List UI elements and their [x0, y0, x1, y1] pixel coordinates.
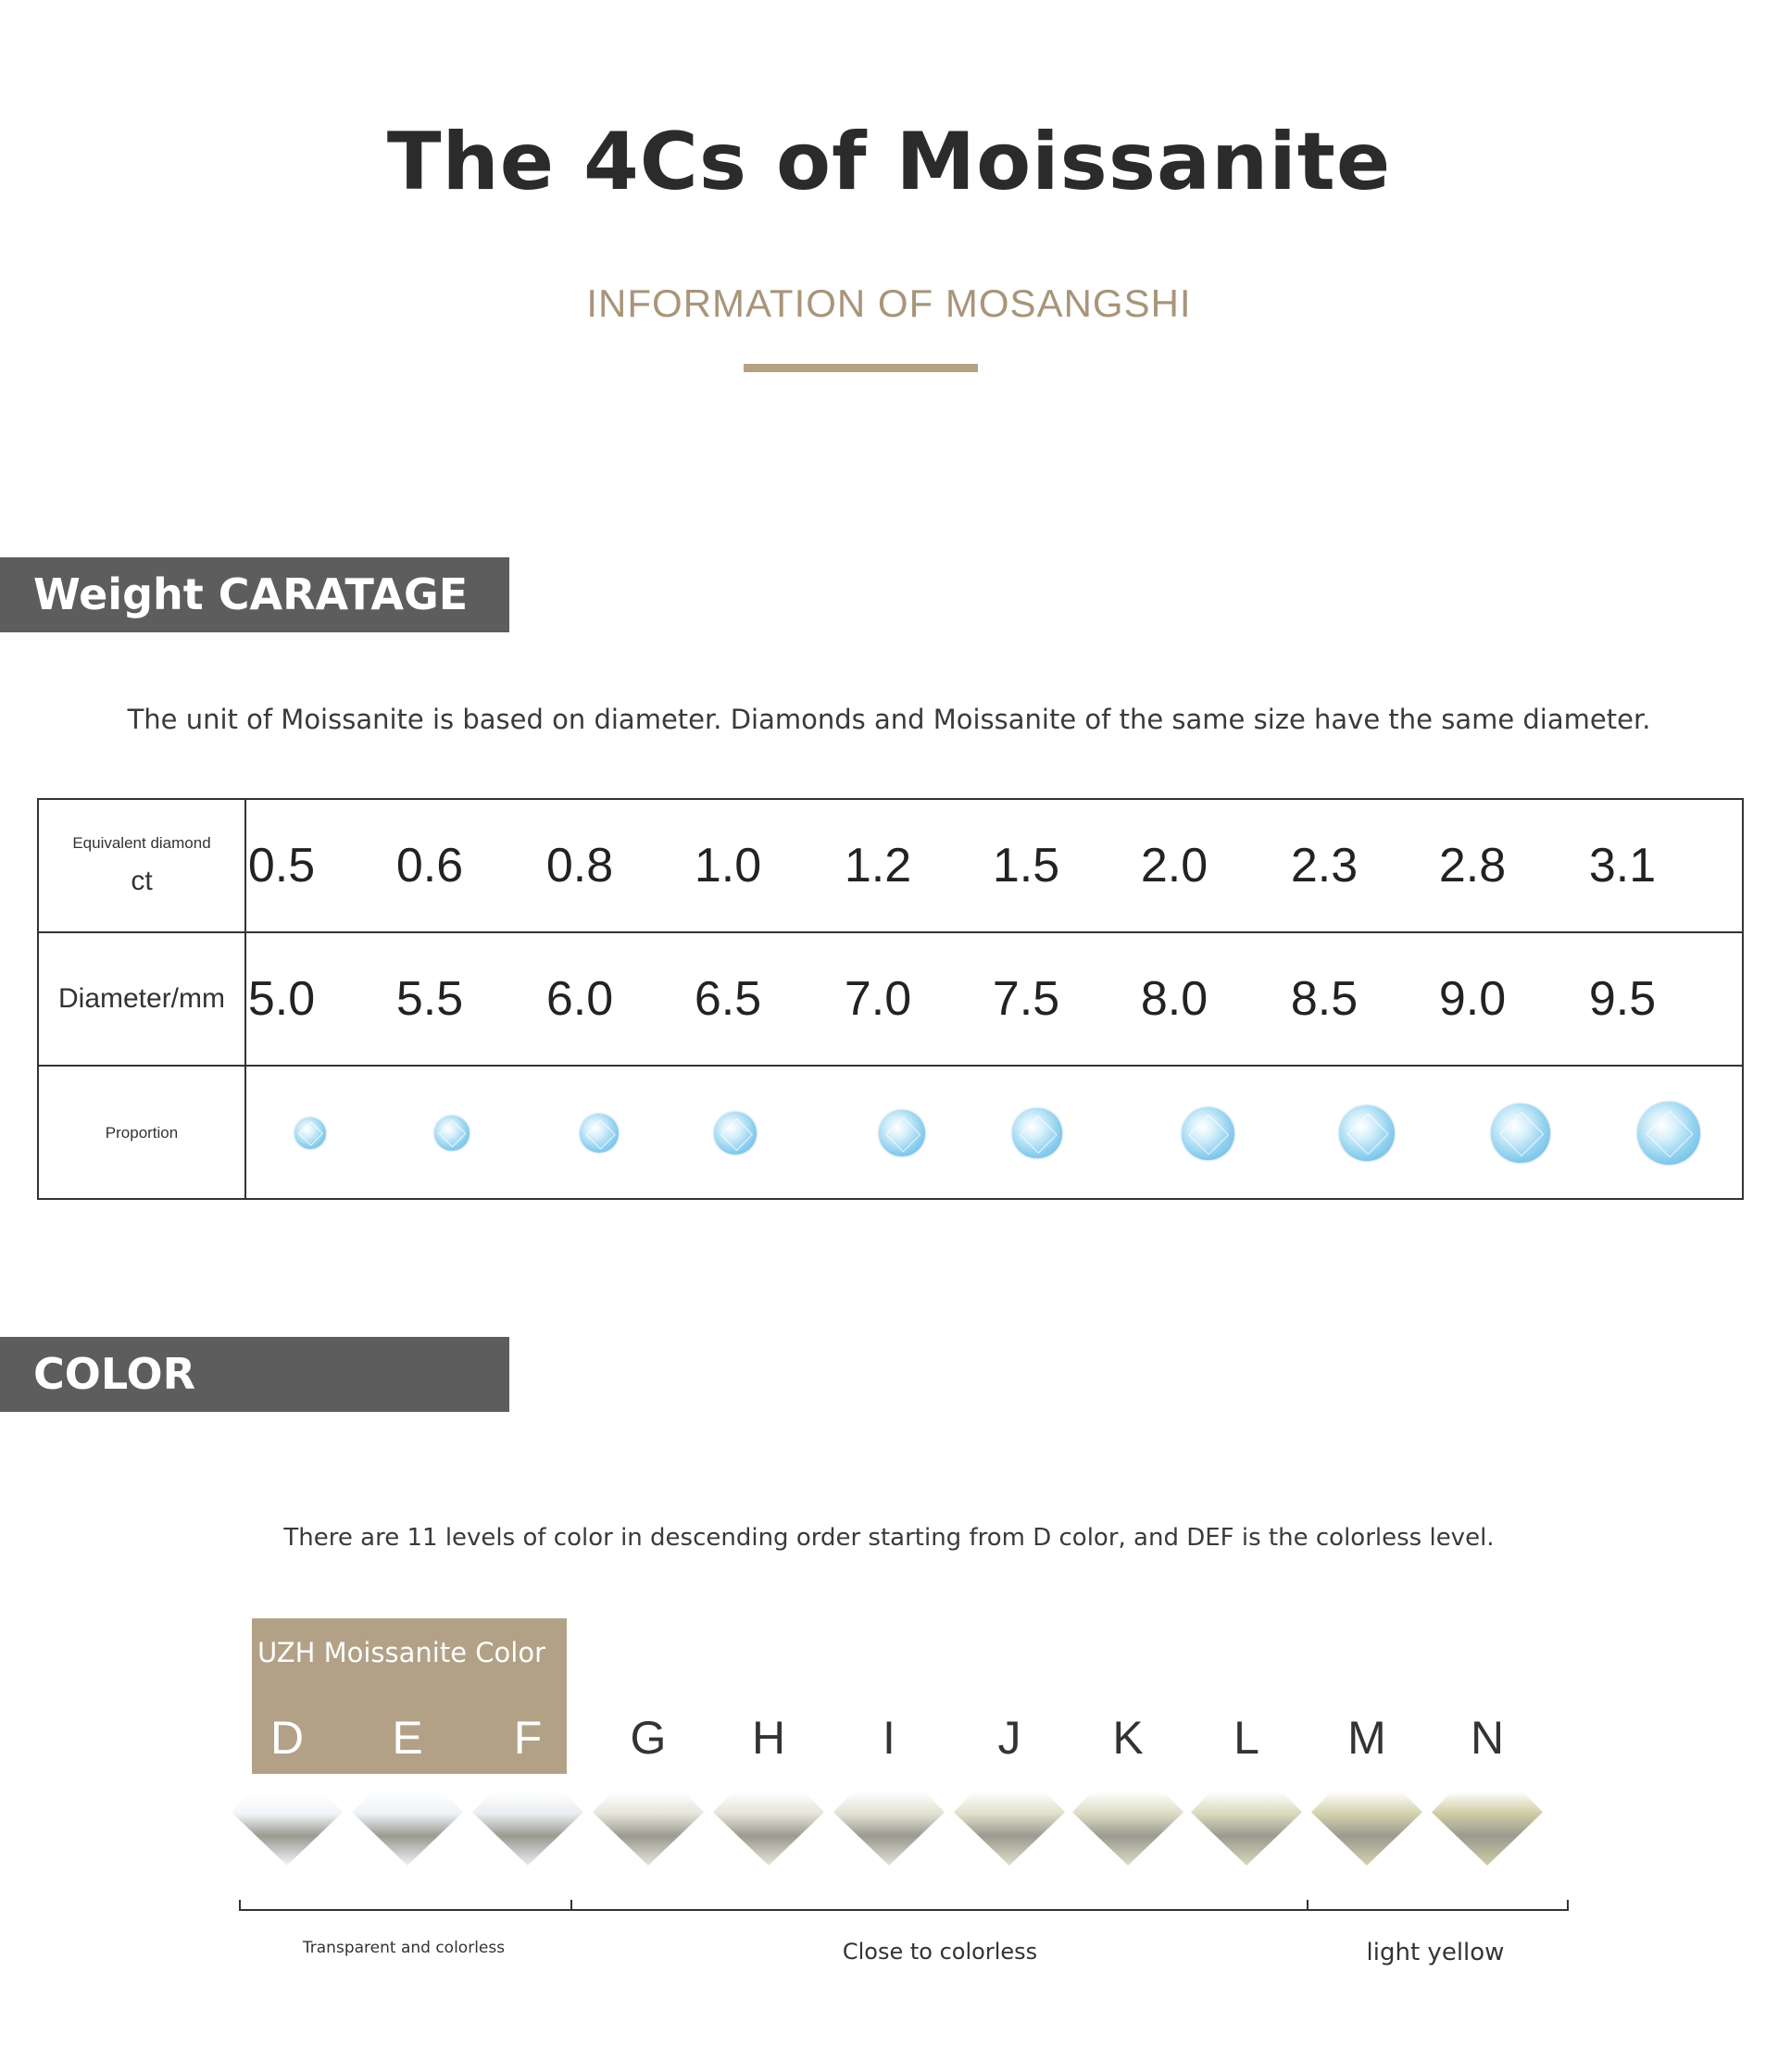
diameter-cell: 8.5 — [1290, 972, 1359, 1026]
moissanite-gem-icon — [294, 1117, 327, 1150]
weight-section-heading: Weight CARATAGE — [0, 557, 509, 632]
scale-tick-start — [239, 1900, 241, 1911]
scale-tick-colorless-end — [570, 1900, 572, 1911]
moissanite-gem-icon — [434, 1116, 470, 1151]
row-head-proportion — [39, 1067, 246, 1200]
gem-cell — [833, 1067, 971, 1200]
diamond-k-icon — [1072, 1791, 1183, 1866]
gem-cell — [1297, 1067, 1436, 1200]
brand-color-label: UZH Moissanite Color — [257, 1637, 545, 1668]
moissanite-gem-icon — [1491, 1104, 1551, 1164]
color-grade-h: H — [751, 1712, 786, 1764]
gem-cell — [666, 1067, 805, 1200]
weight-section-note: The unit of Moissanite is based on diameter. Diamonds and Moissanite of the same size have the same diameter. — [127, 704, 1651, 735]
diamond-d-icon — [232, 1791, 343, 1866]
moissanite-gem-icon — [1182, 1107, 1234, 1160]
row-label-proportion: Proportion — [105, 1124, 179, 1142]
color-grade-f: F — [513, 1712, 543, 1764]
color-grade-l: L — [1233, 1712, 1259, 1764]
diamond-m-icon — [1311, 1791, 1422, 1866]
color-grade-d: D — [269, 1712, 305, 1764]
scale-label-near-colorless: Close to colorless — [842, 1939, 1038, 1965]
color-grade-e: E — [392, 1712, 423, 1764]
carat-cell: 0.8 — [545, 839, 614, 892]
gem-cell — [968, 1067, 1107, 1200]
moissanite-gem-icon — [580, 1114, 619, 1153]
carat-cell: 1.0 — [694, 839, 762, 892]
diameter-cell: 7.0 — [844, 972, 912, 1026]
color-grade-j: J — [997, 1712, 1021, 1764]
size-table — [37, 798, 1744, 1200]
scale-tick-end — [1567, 1900, 1569, 1911]
page-subtitle: INFORMATION OF MOSANGSHI — [586, 281, 1192, 325]
color-grade-m: M — [1347, 1712, 1386, 1764]
scale-label-light-yellow: light yellow — [1366, 1939, 1505, 1966]
page-title: The 4Cs of Moissanite — [386, 116, 1392, 208]
moissanite-gem-icon — [879, 1110, 925, 1156]
gem-cell — [530, 1067, 669, 1200]
diamond-e-icon — [352, 1791, 463, 1866]
carat-cell: 3.1 — [1588, 839, 1657, 892]
gem-cell — [241, 1067, 380, 1200]
table-row-diameter — [39, 933, 1742, 1067]
carat-cell: 0.6 — [395, 839, 464, 892]
carat-cell: 0.5 — [247, 839, 316, 892]
gem-cell — [1138, 1067, 1277, 1200]
row-label-ct: ct — [131, 866, 153, 896]
title-divider — [744, 364, 978, 372]
color-grade-n: N — [1470, 1712, 1505, 1764]
carat-cell: 2.3 — [1290, 839, 1359, 892]
diamond-h-icon — [713, 1791, 824, 1866]
table-row-carat — [39, 800, 1742, 933]
color-grade-i: I — [883, 1712, 895, 1764]
gem-cell — [382, 1067, 521, 1200]
color-grade-k: K — [1112, 1712, 1144, 1764]
diamond-i-icon — [833, 1791, 945, 1866]
row-label-equivalent: Equivalent diamond — [72, 834, 211, 852]
color-section-heading: COLOR — [0, 1337, 509, 1412]
diameter-cell: 5.5 — [395, 972, 464, 1026]
diameter-cell: 5.0 — [247, 972, 316, 1026]
diamond-j-icon — [954, 1791, 1065, 1866]
diameter-cell: 6.0 — [545, 972, 614, 1026]
color-scale-line — [239, 1909, 1569, 1911]
moissanite-gem-icon — [1637, 1102, 1700, 1165]
carat-cell: 2.0 — [1140, 839, 1208, 892]
color-section-note: There are 11 levels of color in descending order starting from D color, and DEF is the colorless level. — [283, 1524, 1495, 1552]
moissanite-gem-icon — [714, 1112, 757, 1155]
diameter-cell: 9.5 — [1588, 972, 1657, 1026]
moissanite-gem-icon — [1012, 1108, 1061, 1157]
diamond-l-icon — [1191, 1791, 1302, 1866]
diamond-n-icon — [1432, 1791, 1543, 1866]
row-label-diameter: Diameter/mm — [57, 983, 225, 1014]
scale-label-colorless: Transparent and colorless — [302, 1939, 506, 1957]
diamond-f-icon — [472, 1791, 583, 1866]
scale-tick-yellow-start — [1307, 1900, 1308, 1911]
color-grade-g: G — [630, 1712, 667, 1764]
carat-cell: 2.8 — [1438, 839, 1507, 892]
diameter-cell: 7.5 — [992, 972, 1060, 1026]
gem-cell — [1451, 1067, 1590, 1200]
gem-cell — [1599, 1067, 1738, 1200]
diameter-cell: 8.0 — [1140, 972, 1208, 1026]
table-row-proportion — [39, 1067, 1742, 1200]
diameter-cell: 6.5 — [694, 972, 762, 1026]
carat-cell: 1.5 — [992, 839, 1060, 892]
carat-cell: 1.2 — [844, 839, 912, 892]
diameter-cell: 9.0 — [1438, 972, 1507, 1026]
moissanite-gem-icon — [1339, 1105, 1396, 1162]
diamond-g-icon — [593, 1791, 704, 1866]
